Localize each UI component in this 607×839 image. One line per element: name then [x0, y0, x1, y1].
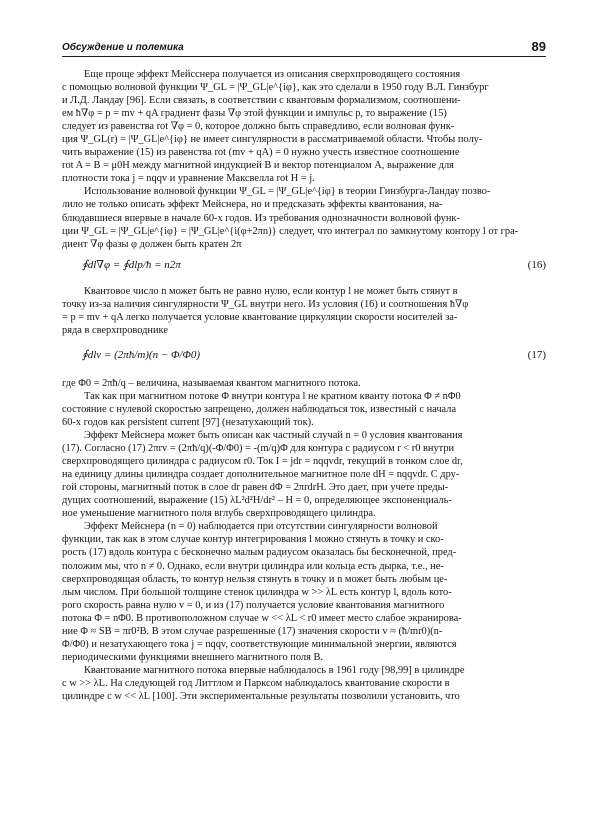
running-header — [62, 40, 546, 57]
text-line: где Φ0 = 2πħ/q – величина, называемая квантом магнитного потока. — [62, 377, 361, 389]
text-line: плотности тока j = nqqv и уравнение Максвелла rot H = j. — [62, 173, 315, 185]
text-line: на единицу длины цилиндра создает дополнительное магнитное поле dH = nqqvdr. С дру- — [62, 469, 460, 481]
equation-17 — [62, 337, 546, 377]
text-line: и Л.Д. Ландау [96]. Если связать, в соответствии с квантовым формализмом, соотношени- — [62, 95, 461, 107]
equation-expression: ∮dlv = (2πħ/m)(n − Φ/Φ0) — [82, 348, 200, 361]
text-line: Эффект Мейснера (n = 0) наблюдается при отсутствии сингулярности волновой — [84, 521, 438, 533]
text-line: Еще проще эффект Мейсснера получается из описания сверхпроводящего состояния — [84, 69, 461, 80]
text-line: Квантовое число n может быть не равно нулю, если контур l не может быть стянут в — [84, 285, 458, 297]
text-line: диент ∇φ фазы φ должен быть кратен 2π — [62, 238, 242, 250]
text-line: лым числом. При большой толщине стенок цилиндра w >> λL есть контур l, вдоль кото- — [62, 586, 452, 598]
page-number: 89 — [531, 39, 546, 54]
text-line: ряда в сверхпроводнике — [62, 324, 168, 336]
text-line: потока Φ = nΦ0. В противоположном случае w << λL < r0 имеет место слабое экранирова- — [62, 612, 462, 624]
equation-number: (17) — [527, 348, 546, 361]
text-line: состояние с нулевой скоростью запрещено, должен наблюдаться ток, известный с начала — [62, 403, 457, 415]
text-line: функции, так как в этом случае контур интегрирования l можно стянуть в точку и ско- — [62, 534, 444, 546]
text-line: с помощью волновой функции Ψ_GL = |Ψ_GL|e^{iφ}, как это сделали в 1950 году В.Л. Гинзбург — [62, 82, 489, 94]
text-line: сверхпроводящего цилиндра с радиусом r0. Ток I = jdr = nqqvdr, текущий в тонком слое dr, — [62, 456, 463, 468]
text-line: ное уменьшение магнитного поля вглубь сверхпроводящего цилиндра. — [62, 508, 376, 520]
text-line: чить выражение (15) из равенства rot (mv + qA) = 0 нужно учесть известное соотношение — [62, 147, 460, 159]
text-line: ем ħ∇φ = p = mv + qA градиент фазы ∇φ этой функции и импульс p, то выражение (15) — [62, 108, 447, 120]
text-line: дущих соотношений, выражение (15) λL²d²H/dr² – H = 0, определяющее экспоненциаль- — [62, 495, 452, 507]
body-text — [62, 68, 546, 703]
text-line: положим мы, что n ≠ 0. Однако, если внутри цилиндра или кольца есть дырка, т.е., не- — [62, 560, 444, 572]
text-line: ние Φ ≈ SB = πr0²B. В этом случае разрешенные (17) значения скорости v ≈ (ħ/mr0)(n- — [62, 625, 443, 637]
text-line: Так как при магнитном потоке Φ внутри контура l не кратном кванту потока Φ ≠ nΦ0 — [84, 390, 461, 402]
section-title: Обсуждение и полемика — [62, 42, 184, 53]
equation-expression: ∮dl∇φ = ∮dlp/ħ = n2π — [82, 258, 181, 271]
text-line: точку из-за наличия сингулярности Ψ_GL внутри него. Из условия (16) и соотношения ħ∇φ — [62, 298, 469, 310]
text-line: (17). Согласно (17) 2πrv = (2πħ/q)(-Φ/Φ0) = -(m/q)Φ для контура с радиусом r < r0 внутри — [62, 443, 455, 455]
equation-16 — [62, 251, 546, 285]
text-line: лило не только описать эффект Мейснера, но и предсказать эффекты квантования, на- — [62, 199, 443, 211]
text-line: рого скорость равна нулю v = 0, и из (17) получается условие квантования магнитного — [62, 599, 445, 611]
text-line: блюдавшиеся впервые в начале 60-х годов. Из требования однозначности волновой функ- — [62, 212, 460, 224]
text-line: = p = mv + qA легко получается условие квантование циркуляции скорости носителей за- — [62, 311, 458, 323]
text-line: периодическими функциями внешнего магнитного поля B. — [62, 651, 323, 663]
text-line: Использование волновой функции Ψ_GL = |Ψ_GL|e^{iφ} в теории Гинзбурга-Ландау позво- — [84, 186, 491, 198]
text-line: Квантование магнитного потока впервые наблюдалось в 1961 году [98,99] в цилиндре — [84, 664, 465, 676]
text-line: рость (17) вдоль контура с бесконечно малым радиусом оказалась бы бесконечной, пред- — [62, 547, 457, 559]
text-line: с w >> λL. На следующей год Литтлом и Парксом наблюдалось квантование скорости в — [62, 677, 450, 689]
text-line: цилиндре с w << λL [100]. Эти экспериментальные результаты позволили установить, что — [62, 690, 460, 702]
text-line: Φ/Φ0) и незатухающего тока j = nqqv, соответствующие минимальной энергии, являются — [62, 638, 457, 650]
text-line: ция Ψ_GL(r) = |Ψ_GL|e^{iφ} не имеет сингулярности в рассматриваемой области. Чтобы полу- — [62, 134, 483, 146]
text-line: гой стороны, магнитный поток в слое dr равен dΦ = 2πrdrH. Это дает, при учете преды- — [62, 482, 449, 494]
equation-number: (16) — [527, 258, 546, 271]
text-line: rot A = B = μ0H между магнитной индукцией B и вектор потенциалом A, выражение для — [62, 160, 454, 172]
text-line: сверхпроводящая область, то контур нельзя стянуть в точку и n может быть любым це- — [62, 573, 448, 585]
text-line: следует из равенства rot ∇φ = 0, которое должно быть справедливо, если волновая функ- — [62, 121, 455, 133]
text-line: ции Ψ_GL = |Ψ_GL|e^{iφ} = |Ψ_GL|e^{i(φ+2πn)} следует, что интеграл по замкнутому контору l от гра- — [62, 225, 519, 237]
text-line: Эффект Мейснера может быть описан как частный случай n = 0 условия квантования — [84, 430, 463, 442]
text-line: 60-х годов как persistent current [97] (незатухающий ток). — [62, 416, 314, 428]
